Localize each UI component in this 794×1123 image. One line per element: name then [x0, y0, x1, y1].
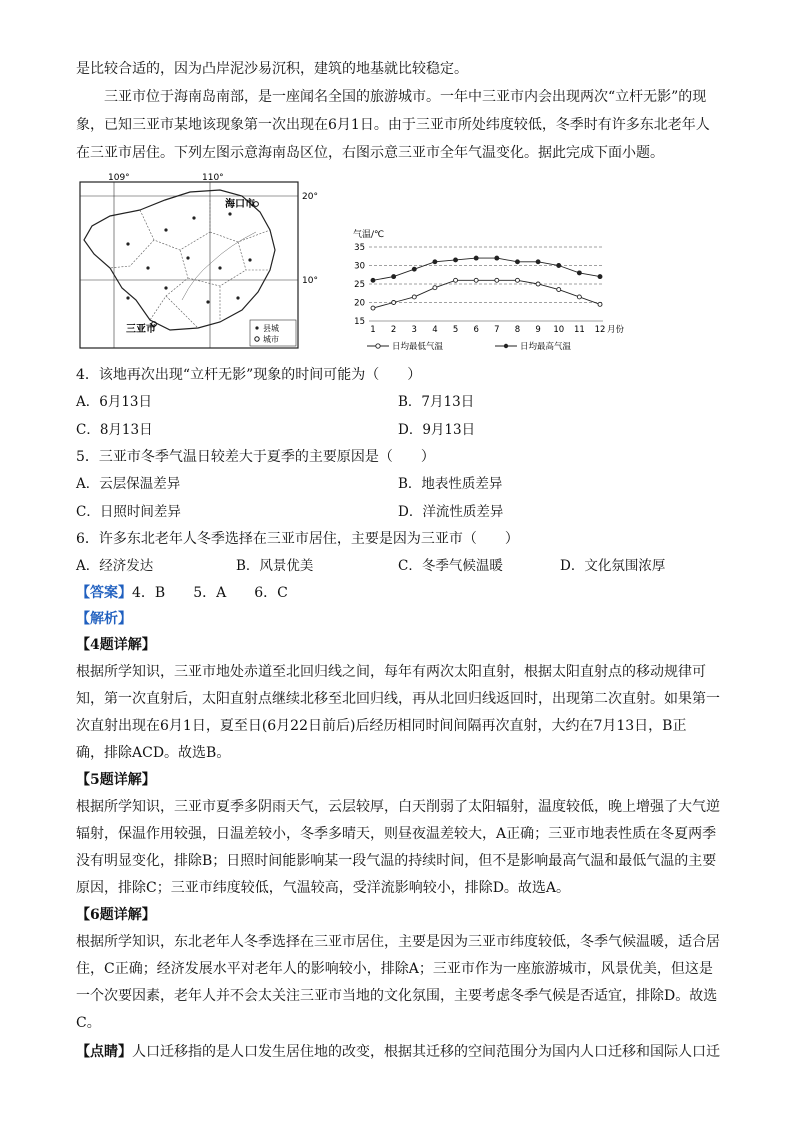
data-point-max	[392, 275, 396, 279]
data-point-min	[454, 278, 458, 282]
data-point-min	[598, 302, 602, 306]
series-line-min	[373, 280, 600, 308]
q6-option-b[interactable]: B．风景优美	[236, 558, 314, 574]
xtick-label: 6	[473, 325, 479, 335]
lat-label-10: 10°	[302, 276, 318, 286]
xtick-label: 3	[411, 325, 417, 335]
q4-option-b[interactable]: B．7月13日	[398, 394, 475, 410]
answer-label: 【答案】	[76, 585, 132, 601]
answer-text: 4．B 5．A 6．C	[132, 585, 288, 601]
intro-line-1: 三亚市位于海南岛南部，是一座闻名全国的旅游城市。一年中三亚市内会出现两次“立杆无影”的现	[104, 89, 707, 105]
data-point-max	[474, 256, 478, 260]
county-boundaries	[110, 200, 270, 328]
xtick-label: 8	[514, 325, 521, 335]
chart-xlabel: 月份	[607, 325, 625, 335]
xtick-label: 12	[594, 325, 606, 335]
lon-label-109: 109°	[108, 173, 130, 183]
q4-option-a[interactable]: A．6月13日	[76, 394, 153, 410]
q5-option-d[interactable]: D．洋流性质差异	[398, 504, 504, 520]
legend-county-label: 县城	[263, 324, 279, 333]
detail-5-line-3: 没有明显变化，排除B；日照时间能影响某一段气温的持续时间，但不是影响最高气温和最低气温的主要	[76, 853, 717, 869]
hainan-island-outline	[84, 190, 275, 330]
detail-6-line-1: 根据所学知识，东北老年人冬季选择在三亚市居住，主要是因为三亚市纬度较低，冬季气候温暖，适合居	[76, 934, 720, 950]
data-point-max	[454, 258, 458, 262]
q6-option-a[interactable]: A．经济发达	[76, 558, 154, 574]
intro-line-0: 是比较合适的，因为凸岸泥沙易沉积，建筑的地基就比较稳定。	[76, 61, 468, 77]
detail-6-line-3: 一个次要因素，老年人并不会太关注三亚市当地的文化氛围，主要考虑冬季气候是否适宜，排除D。故选	[76, 988, 718, 1004]
data-point-min	[515, 278, 519, 282]
tip-line	[76, 1041, 718, 1063]
lon-label-110: 110°	[202, 173, 224, 183]
chart-ylabel: 气温/℃	[353, 230, 385, 240]
detail-5-line-1: 根据所学知识，三亚市夏季多阴雨天气，云层较厚，白天削弱了太阳辐射，温度较低，晚上增强了大气逆	[76, 799, 720, 815]
answer-line	[76, 582, 718, 604]
q6-option-c[interactable]: C．冬季气候温暖	[398, 558, 503, 574]
chart-legend	[367, 341, 572, 352]
haikou-label: 海口市	[225, 199, 255, 210]
q5-option-c[interactable]: C．日照时间差异	[76, 504, 181, 520]
series-line-max	[373, 258, 600, 280]
detail-4-line-4: 确，排除ACD。故选B。	[76, 745, 231, 761]
ytick-label: 25	[354, 280, 365, 290]
detail-6-heading: 【6题详解】	[76, 907, 156, 923]
data-point-min	[371, 306, 375, 310]
q5-option-b[interactable]: B．地表性质差异	[398, 476, 503, 492]
sanya-label: 三亚市	[126, 324, 156, 335]
detail-5-line-4: 原因，排除C；三亚市纬度较低，气温较高，受洋流影响较小，排除D。故选A。	[76, 880, 571, 896]
tip-label: 【点睛】	[76, 1044, 132, 1060]
intro-line-3: 在三亚市居住。下列左图示意海南岛区位，右图示意三亚市全年气温变化。据此完成下面小题。	[76, 145, 664, 161]
data-point-min	[433, 286, 437, 290]
q5-stem: 5．三亚市冬季气温日较差大于夏季的主要原因是（ ）	[76, 449, 435, 465]
data-point-max	[577, 271, 581, 275]
detail-5-heading: 【5题详解】	[76, 772, 156, 788]
data-point-max	[371, 278, 375, 282]
data-point-max	[598, 275, 602, 279]
temperature-chart	[345, 225, 635, 355]
data-point-max	[495, 256, 499, 260]
detail-5-line-2: 辐射，保温作用较强，日温差较小，冬季多晴天，则昼夜温差较大，A正确；三亚市地表性质在冬夏两季	[76, 826, 717, 842]
detail-4-heading: 【4题详解】	[76, 637, 156, 653]
data-point-min	[495, 278, 499, 282]
intro-line-2: 象，已知三亚市某地该现象第一次出现在6月1日。由于三亚市所处纬度较低，冬季时有许多东北老年人	[76, 117, 710, 133]
legend-max-label: 日均最高气温	[520, 342, 572, 352]
detail-4-line-2: 知，第一次直射后，太阳直射点继续北移至北回归线，再从北回归线返回时，出现第二次直射。如果第一	[76, 691, 720, 707]
q5-option-a[interactable]: A．云层保温差异	[76, 476, 181, 492]
xtick-label: 5	[452, 325, 459, 335]
data-point-min	[557, 288, 561, 292]
data-point-min	[392, 301, 396, 305]
q4-option-d[interactable]: D．9月13日	[398, 422, 476, 438]
data-point-max	[557, 264, 561, 268]
xtick-label: 1	[370, 325, 376, 335]
ytick-label: 30	[354, 261, 365, 272]
lat-label-20: 20°	[302, 192, 318, 202]
xtick-label: 2	[390, 325, 397, 335]
q6-stem: 6．许多东北老年人冬季选择在三亚市居住，主要是因为三亚市（ ）	[76, 531, 519, 547]
tip-text: 人口迁移指的是人口发生居住地的改变，根据其迁移的空间范围分为国内人口迁移和国际人口迁	[132, 1044, 720, 1060]
data-point-max	[412, 267, 416, 271]
data-point-min	[536, 282, 540, 286]
analysis-line	[76, 608, 718, 630]
legend-max-marker	[504, 344, 508, 348]
data-point-max	[433, 260, 437, 264]
xtick-label: 4	[432, 325, 438, 335]
data-point-max	[536, 260, 540, 264]
legend-county-dot	[255, 326, 258, 329]
q4-stem: 4．该地再次出现“立杆无影”现象的时间可能为（ ）	[76, 367, 422, 383]
legend-min-label: 日均最低气温	[392, 342, 444, 352]
detail-6-line-4: C。	[76, 1015, 101, 1031]
xtick-label: 9	[535, 325, 541, 335]
q6-option-d[interactable]: D．文化氛围浓厚	[560, 558, 666, 574]
hainan-map	[70, 170, 340, 355]
xtick-label: 11	[573, 325, 585, 335]
detail-6-line-2: 住，C正确；经济发展水平对老年人的影响较小，排除A；三亚市作为一座旅游城市，风景优美，但这是	[76, 961, 713, 977]
legend-min-marker	[376, 344, 380, 348]
data-point-max	[515, 260, 519, 264]
q4-option-c[interactable]: C．8月13日	[76, 422, 153, 438]
xtick-label: 7	[494, 325, 500, 335]
analysis-label: 【解析】	[76, 611, 132, 627]
detail-4-line-3: 次直射出现在6月1日，夏至日(6月22日前后)后经历相同时间间隔再次直射，大约在7月13日，B正	[76, 718, 687, 734]
xtick-label: 10	[553, 325, 565, 335]
data-point-min	[577, 295, 581, 299]
detail-4-line-1: 根据所学知识，三亚市地处赤道至北回归线之间，每年有两次太阳直射，根据太阳直射点的移动规律可	[76, 664, 706, 680]
ytick-label: 15	[354, 317, 365, 327]
ytick-label: 20	[354, 298, 365, 309]
legend-city-label: 城市	[263, 335, 279, 344]
data-point-min	[474, 278, 478, 282]
data-point-min	[412, 295, 416, 299]
county-dots	[126, 212, 251, 303]
ytick-label: 35	[354, 243, 365, 253]
